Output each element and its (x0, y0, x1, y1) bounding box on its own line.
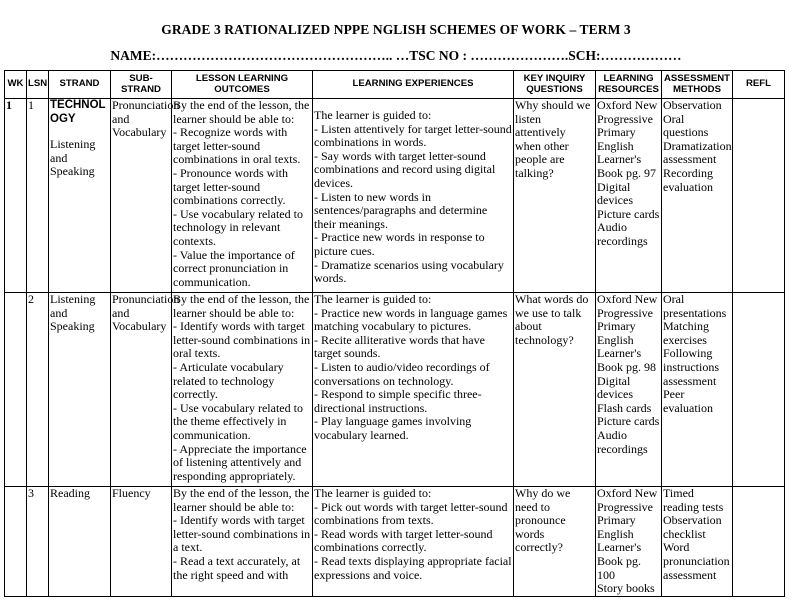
text-line: Audio recordings (597, 220, 648, 248)
document-title: GRADE 3 RATIONALIZED NPPE NGLISH SCHEMES OF WORK – TERM 3 (161, 22, 631, 37)
text-line: Recording evaluation (663, 165, 713, 194)
strand-text: Listening and Speaking (50, 137, 96, 179)
strand-title: TECHNOL OGY (50, 99, 106, 125)
table-row (5, 99, 785, 293)
text-line: Observation (663, 98, 722, 112)
header-strand: STRAND (49, 71, 111, 99)
header-outcomes: LESSON LEARNING OUTCOMES (172, 71, 313, 99)
schemes-of-work-table (4, 70, 785, 597)
text-line: - Read words with target letter-sound combinations correctly. (314, 526, 493, 555)
text-line: Observation checklist (663, 513, 722, 541)
text-line: - Pronounce words with target letter-sound combinations correctly. (173, 165, 288, 208)
text-line: Picture cards (597, 206, 660, 221)
text-line: - Value the importance of correct pronunciation in communication. (173, 247, 295, 289)
text-line: Dramatization assessment (663, 138, 732, 167)
header-assessment: ASSESSMENT METHODS (662, 71, 733, 99)
text-line: Digital devices (597, 179, 633, 208)
text-line: - Pick out words with target letter-sound combinations from texts. (314, 499, 508, 528)
assessment-cell (662, 99, 733, 293)
text-line: - Identify words with target letter-sound combinations in a text. (173, 513, 311, 555)
sub-strand-cell: Pronunciation and Vocabulary (111, 293, 172, 487)
inquiry-cell: Why should we listen attentively when other people are talking? (514, 99, 596, 293)
text-line: Matching exercises (663, 319, 709, 347)
text-line: The learner is guided to: (314, 108, 432, 122)
experiences-text (314, 293, 512, 443)
text-line: - Recognize words with target letter-sound combinations in oral texts. (173, 125, 301, 167)
refl-cell (733, 293, 785, 487)
experiences-cell (313, 487, 514, 597)
text-line: - Use vocabulary related to technology in relevant contexts. (173, 206, 303, 248)
header-experiences: LEARNING EXPERIENCES (313, 71, 514, 99)
text-line: Following instructions assessment (663, 346, 719, 388)
name-line: NAME:…………………………………………….. …TSC NO : ………………….SCH:……………… (110, 48, 682, 63)
text-line: By the end of the lesson, the learner should be able to: (173, 292, 310, 320)
text-line: The learner is guided to: (314, 292, 432, 306)
table-row (5, 293, 785, 487)
text-line: Oxford New Progressive Primary English Learner's Book pg. 97 (597, 98, 658, 180)
sub-strand-cell: Pronunciation and Vocabulary (111, 99, 172, 293)
outcomes-text (173, 293, 311, 483)
experiences-text (314, 487, 512, 582)
refl-cell (733, 99, 785, 293)
text-line: - Listen attentively for target letter-sound combinations in words. (314, 121, 512, 150)
text-line: - Practice new words in language games matching vocabulary to pictures. (314, 305, 508, 334)
table-row (5, 487, 785, 597)
outcomes-cell (172, 99, 313, 293)
text-line: - Say words with target letter-sound combinations and record using digital devices. (314, 148, 496, 190)
strand-cell (49, 99, 111, 293)
experiences-cell (313, 99, 514, 293)
text-line: - Use vocabulary related to the theme effectively in communication. (173, 400, 303, 442)
wk-cell: 1 (5, 99, 27, 293)
header-resources: LEARNING RESOURCES (596, 71, 662, 99)
resources-text (597, 487, 660, 596)
assessment-cell (662, 293, 733, 487)
text-line: - Dramatize scenarios using vocabulary words. (314, 257, 504, 286)
sub-strand-cell: Fluency (111, 487, 172, 597)
strand-cell: Reading (49, 487, 111, 597)
wk-cell (5, 293, 27, 487)
text-line: Timed reading tests (663, 486, 724, 514)
text-line: Story books (597, 581, 655, 596)
wk-cell (5, 487, 27, 597)
strand-cell: Listening and Speaking (49, 293, 111, 487)
header-refl: REFL (733, 71, 785, 99)
text-line: Oral presentations (663, 292, 727, 320)
header-lsn: LSN (27, 71, 49, 99)
text-line: Word pronunciation assessment (663, 540, 730, 582)
text-line: - Identify words with target letter-sound combinations in oral texts. (173, 319, 311, 361)
inquiry-cell: What words do we use to talk about technology? (514, 293, 596, 487)
resources-cell (596, 487, 662, 597)
outcomes-cell (172, 293, 313, 487)
resources-cell (596, 99, 662, 293)
assessment-text (663, 99, 731, 194)
text-line: Oxford New Progressive Primary English Learner's Book pg. 100 (597, 486, 658, 582)
assessment-text (663, 487, 731, 582)
text-line: - Listen to new words in sentences/paragraphs and determine their meanings. (314, 189, 488, 231)
text-line: - Read texts displaying appropriate facial expressions and voice. (314, 553, 512, 582)
header-sub-strand: SUB-STRAND (111, 71, 172, 99)
header-inquiry: KEY INQUIRY QUESTIONS (514, 71, 596, 99)
text-line: By the end of the lesson, the learner should be able to: (173, 98, 310, 126)
assessment-cell (662, 487, 733, 597)
lsn-cell: 2 (27, 293, 49, 487)
text-line: - Read a text accurately, at the right speed and with (173, 553, 301, 582)
text-line: - Play language games involving vocabulary learned. (314, 414, 472, 442)
outcomes-text (173, 487, 311, 582)
text-line: Flash cards (597, 400, 652, 415)
header-row (5, 71, 785, 99)
lsn-cell: 3 (27, 487, 49, 597)
text-line: Oxford New Progressive Primary English Learner's Book pg. 98 (597, 292, 658, 374)
outcomes-cell (172, 487, 313, 597)
text-line: By the end of the lesson, the learner should be able to: (173, 486, 310, 514)
text-line: Peer evaluation (663, 387, 713, 415)
text-line: - Appreciate the importance of listening attentively and responding appropriately. (173, 441, 307, 483)
experiences-text (314, 109, 512, 286)
resources-cell (596, 293, 662, 487)
text-line: Audio recordings (597, 427, 648, 456)
text-line: - Articulate vocabulary related to technology correctly. (173, 359, 284, 402)
inquiry-cell: Why do we need to pronounce words correctly? (514, 487, 596, 597)
text-line: Picture cards (597, 414, 660, 429)
text-line: - Practice new words in response to picture cues. (314, 230, 485, 258)
text-line: - Listen to audio/video recordings of conversations on technology. (314, 359, 490, 388)
assessment-text (663, 293, 731, 415)
header-wk: WK (5, 71, 27, 99)
outcomes-text (173, 99, 311, 289)
text-line: Digital devices (597, 373, 633, 402)
refl-cell (733, 487, 785, 597)
lsn-cell: 1 (27, 99, 49, 293)
text-line: - Respond to simple specific three-directional instructions. (314, 387, 482, 415)
text-line: - Recite alliterative words that have target sounds. (314, 332, 485, 361)
text-line: The learner is guided to: (314, 486, 432, 500)
text-line: Oral questions (663, 111, 709, 140)
resources-text (597, 99, 660, 249)
resources-text (597, 293, 660, 456)
experiences-cell (313, 293, 514, 487)
